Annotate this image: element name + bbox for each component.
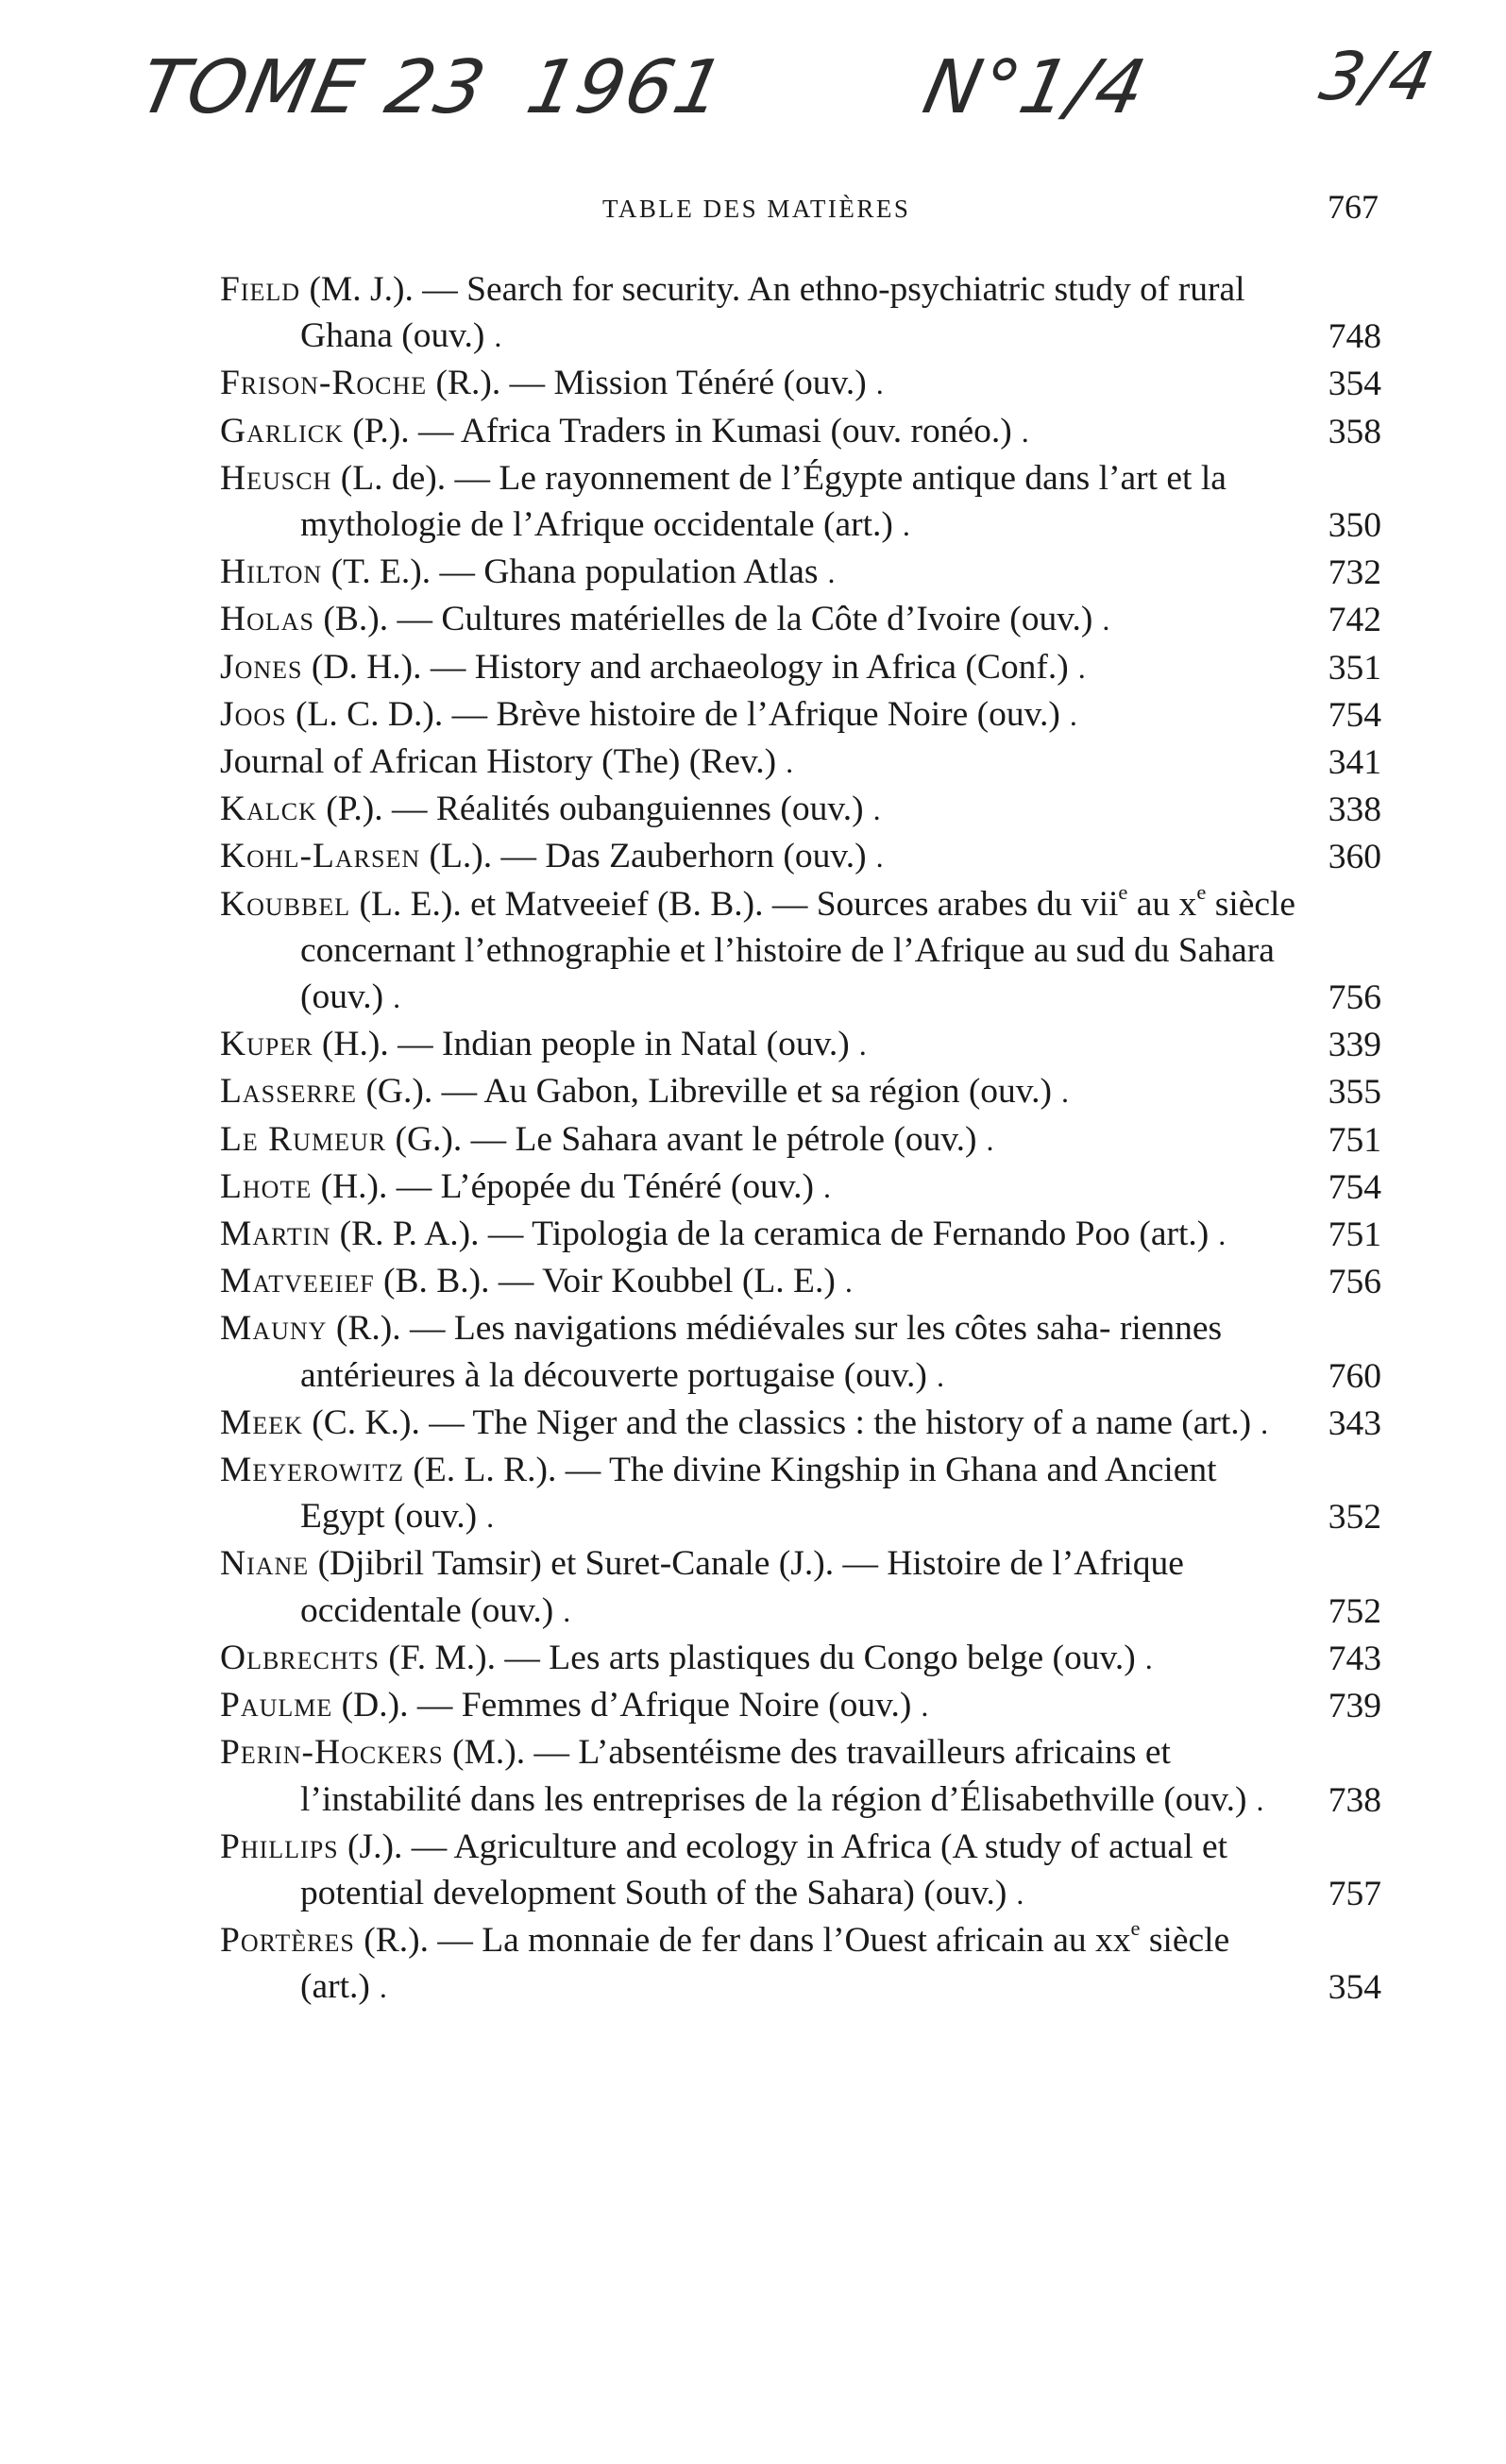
toc-entry [220, 1116, 1381, 1164]
toc-entry [220, 1635, 1381, 1682]
entry-title-text: africains et l’instabilité dans les entreprises de la région [300, 1733, 1171, 1819]
toc-entry [220, 833, 1381, 880]
entry-author: Lhote [220, 1166, 313, 1206]
entry-author: Martin [220, 1215, 331, 1254]
entry-page-number: 354 [1328, 1968, 1381, 2008]
entry-author: Portères [220, 1921, 355, 1961]
entry-page-number: 748 [1328, 317, 1381, 357]
entry-page-number: 751 [1328, 1215, 1381, 1255]
dot-leader: . [1251, 1405, 1271, 1440]
toc-entry [220, 1164, 1381, 1211]
toc-entry [220, 1021, 1381, 1068]
entry-author: Mauny [220, 1309, 328, 1349]
entry-title-text: a name (art.) [1071, 1402, 1252, 1442]
entry-title-text: (D.). — Femmes d’Afrique Noire (ouv.) [332, 1686, 912, 1725]
entry-page-number: 738 [1328, 1780, 1381, 1820]
dot-leader: . [1011, 414, 1031, 449]
page-title: TABLE DES MATIÈRES [602, 195, 911, 223]
entry-page-number: 355 [1328, 1073, 1381, 1113]
entry-title-text: (R.). — La monnaie de fer dans l’Ouest africain [354, 1921, 1044, 1961]
toc-entry [220, 596, 1381, 643]
entry-author: Holas [220, 600, 314, 639]
entry-title-text: siècle (art.) [300, 1921, 1230, 2007]
entry-last-line [386, 1120, 995, 1159]
entry-author: Paulme [220, 1686, 333, 1725]
entry-title-text: (G.). — Le Sahara avant le pétrole (ouv.) [386, 1119, 977, 1159]
toc-entry [220, 786, 1381, 833]
entry-title-text: (R. P. A.). — Tipologia de la ceramica de Fernando [330, 1215, 1067, 1254]
dot-leader: . [835, 1265, 855, 1300]
dot-leader: . [776, 745, 796, 780]
entry-page-number: 358 [1328, 412, 1381, 451]
entry-author: Phillips [220, 1827, 339, 1866]
dot-leader: . [814, 1169, 833, 1204]
entry-page-number: 339 [1328, 1026, 1381, 1065]
entry-title-text: (E. L. R.). — The divine Kingship in Ghana [403, 1451, 1039, 1490]
superscript: e [1196, 879, 1207, 904]
entry-last-line [220, 742, 795, 781]
entry-author: Kalck [220, 790, 317, 829]
entry-page-number: 351 [1328, 648, 1381, 688]
entry-title-text: (B. B.). — Voir Koubbel (L. E.) [374, 1262, 836, 1301]
handwritten-volume-note: TOME 23 [132, 45, 495, 130]
entry-title-text: siècle concernant l’ethnographie et l’histoire [300, 884, 1296, 970]
entry-title-text: (P.). — Africa Traders in Kumasi (ouv. ronéo.) [343, 411, 1012, 450]
entry-title-text: (B.). — Cultures matérielles de la Côte d’Ivoire (ouv.) [313, 600, 1093, 639]
entry-title-text: (J.). — Agriculture and ecology in Africa (A study [338, 1827, 1062, 1866]
entry-author: Kuper [220, 1025, 313, 1064]
entry-page-number: 760 [1328, 1356, 1381, 1396]
entry-author: Garlick [220, 411, 344, 450]
entry-page-number: 743 [1328, 1639, 1381, 1678]
handwritten-part-note: 3/4 [1313, 38, 1443, 115]
entry-last-line [313, 1025, 869, 1063]
entry-last-line [322, 552, 837, 591]
entry-author: Hilton [220, 552, 323, 592]
entry-title-text: (R.). — Les navigations médiévales sur les côtes saha- [327, 1309, 1111, 1349]
entry-page-number: 751 [1328, 1120, 1381, 1160]
dot-leader: . [866, 840, 886, 875]
toc-entry [220, 1682, 1381, 1729]
entry-author: Meek [220, 1402, 303, 1442]
entry-author: Joos [220, 694, 287, 734]
toc-entry [220, 455, 1381, 549]
entry-author: Jones [220, 647, 303, 687]
entry-page-number: 752 [1328, 1591, 1381, 1631]
entry-title-text: (T. E.). — Ghana population Atlas [322, 552, 819, 592]
entry-page-number: 360 [1328, 838, 1381, 877]
entry-page-number: 757 [1328, 1874, 1381, 1913]
entry-last-line [1053, 1639, 1155, 1677]
dot-leader: . [553, 1593, 573, 1628]
dot-leader: . [1092, 603, 1112, 637]
entry-title-text: (D. H.). — History and archaeology in Africa (Conf.) [302, 647, 1069, 687]
dot-leader: . [976, 1122, 996, 1157]
entry-author: Perin-Hockers [220, 1733, 444, 1773]
toc-entry [220, 266, 1381, 360]
dot-leader: . [926, 1358, 946, 1393]
toc-entry [220, 1258, 1381, 1305]
entry-last-line [375, 1262, 855, 1300]
entry-last-line [344, 412, 1031, 450]
entry-last-line [923, 1874, 1025, 1912]
entry-page-number: 732 [1328, 553, 1381, 593]
entry-last-line [312, 1167, 833, 1206]
entry-author: Niane [220, 1544, 310, 1584]
entry-title-text: of actual et potential development South of the Sahara) [300, 1827, 1228, 1912]
entry-author: Lasserre [220, 1072, 358, 1112]
superscript: e [1130, 1916, 1141, 1941]
entry-page-number: 341 [1328, 743, 1381, 783]
entry-title-text: au xx [1053, 1921, 1131, 1961]
toc-entry [220, 549, 1381, 596]
entry-title-text: (C. K.). — The Niger and the classics : the history of [302, 1402, 1063, 1442]
entry-author: Heusch [220, 458, 332, 498]
entry-title-text: (P.). — Réalités oubanguiennes (ouv.) [316, 790, 864, 829]
entry-last-line [427, 364, 886, 402]
dot-leader: . [866, 366, 886, 401]
dot-leader: . [892, 508, 912, 543]
entry-author: Koubbel [220, 884, 351, 924]
toc-entry [220, 360, 1381, 407]
entry-last-line [303, 648, 1088, 687]
dot-leader: . [849, 1028, 869, 1062]
entry-title-text: (H.). — Indian people in Natal (ouv.) [313, 1025, 850, 1064]
dot-leader: . [1068, 650, 1088, 685]
entry-title-text: d’Élisabethville (ouv.) [930, 1779, 1247, 1819]
toc-entry [220, 1068, 1381, 1115]
toc-entry [220, 881, 1381, 1022]
entry-page-number: 756 [1328, 1263, 1381, 1302]
dot-leader: . [477, 1500, 497, 1535]
dot-leader: . [863, 792, 883, 827]
entry-last-line [287, 695, 1079, 734]
dot-leader: . [369, 1970, 389, 2005]
entry-page-number: 739 [1328, 1687, 1381, 1726]
entry-title-text: (M. J.). — Search for security. An ethno-psychiatric [300, 270, 1046, 309]
entry-author: Matveeief [220, 1262, 375, 1301]
toc-entry [220, 691, 1381, 739]
entry-author: Frison-Roche [220, 364, 428, 403]
entry-last-line [1072, 1403, 1271, 1442]
entry-page-number: 338 [1328, 790, 1381, 830]
entry-title-text: (G.). — Au Gabon, Libreville et sa région (ouv.) [357, 1072, 1052, 1112]
toc-entry [220, 1447, 1381, 1540]
entry-page-number: 756 [1328, 978, 1381, 1018]
entry-last-line [332, 1686, 930, 1725]
entry-title-text: study of rural Ghana (ouv.) [300, 270, 1245, 356]
entry-title-text: vii [1080, 884, 1119, 924]
entry-page-number: 343 [1328, 1403, 1381, 1443]
dot-leader: . [818, 555, 838, 590]
entry-title-text: (F. M.). — Les arts plastiques du Congo belge [380, 1638, 1044, 1677]
entry-title-text: riennes antérieures à la découverte portugaise (ouv.) [300, 1309, 1223, 1395]
toc-entry [220, 1540, 1381, 1634]
entry-title-text: and Ancient Egypt (ouv.) [300, 1451, 1217, 1537]
dot-leader: . [1209, 1217, 1228, 1252]
dot-leader: . [484, 319, 504, 354]
toc-entry [220, 1211, 1381, 1258]
entry-last-line [357, 1072, 1071, 1111]
entry-title-text: (L. C. D.). — Brève histoire de l’Afrique Noire (ouv.) [286, 694, 1060, 734]
dot-leader: . [1051, 1075, 1071, 1110]
entry-page-number: 754 [1328, 1167, 1381, 1207]
entry-title-text: (H.). — L’épopée du Ténéré (ouv.) [312, 1166, 814, 1206]
entry-last-line [314, 600, 1111, 638]
handwritten-issue-note: N°1/4 [916, 45, 1155, 130]
page-number: 767 [1328, 188, 1379, 226]
entry-author: Field [220, 270, 301, 309]
entry-title-text: l’art et la mythologie de l’Afrique occidentale (art.) [300, 458, 1227, 545]
entry-author: Olbrechts [220, 1638, 380, 1677]
dot-leader: . [911, 1689, 931, 1724]
toc-entry [220, 739, 1381, 786]
toc-entry [220, 1305, 1381, 1399]
entry-title-text: l’Afrique occidentale (ouv.) [300, 1544, 1184, 1630]
entry-title-text: Journal of African History (The) (Rev.) [220, 742, 777, 782]
entry-last-line [317, 790, 883, 828]
entry-page-number: 754 [1328, 695, 1381, 735]
entry-page-number: 350 [1328, 506, 1381, 546]
entry-page-number: 352 [1328, 1498, 1381, 1538]
toc-entry [220, 408, 1381, 455]
entry-title-text: (Djibril Tamsir) et Suret-Canale (J.). — Histoire de [309, 1544, 1043, 1584]
entry-title-text: (R.). — Mission Ténéré (ouv.) [427, 364, 867, 403]
entry-title-text: (ouv.) [1052, 1638, 1136, 1677]
entry-title-text: au x [1127, 884, 1197, 924]
dot-leader: . [383, 980, 403, 1015]
entry-author: Kohl-Larsen [220, 837, 421, 876]
entry-title-text: (L. E.). et Matveeief (B. B.). — Sources arabes du [350, 884, 1073, 924]
superscript: e [1118, 879, 1128, 904]
toc-entry [220, 644, 1381, 691]
dot-leader: . [1059, 697, 1079, 732]
dot-leader: . [1246, 1782, 1266, 1817]
entry-title-text: Poo (art.) [1075, 1215, 1210, 1254]
entry-title-text: (ouv.) [923, 1873, 1007, 1912]
entry-title-text: (L.). — Das Zauberhorn (ouv.) [420, 837, 867, 876]
toc-entry [220, 1400, 1381, 1447]
entry-title-text: (L. de). — Le rayonnement de l’Égypte antique dans [331, 458, 1091, 498]
entry-page-number: 354 [1328, 365, 1381, 404]
dot-leader: . [1007, 1876, 1026, 1911]
entry-author: Le Rumeur [220, 1119, 387, 1159]
toc-entry [220, 1824, 1381, 1917]
entry-title-text: de l’Afrique au sud du Sahara (ouv.) [300, 930, 1275, 1017]
running-header [217, 187, 1379, 234]
table-of-contents [220, 266, 1381, 2012]
toc-entry [220, 1729, 1381, 1823]
entry-last-line [1075, 1215, 1228, 1253]
handwritten-year-note: 1961 [519, 45, 734, 130]
entry-last-line [420, 837, 885, 875]
entry-author: Meyerowitz [220, 1451, 404, 1490]
toc-entry [220, 1917, 1381, 2011]
entry-last-line [931, 1780, 1266, 1819]
dot-leader: . [1135, 1640, 1155, 1675]
entry-title-text: (M.). — L’absentéisme des travailleurs [443, 1733, 1007, 1773]
entry-page-number: 742 [1328, 601, 1381, 640]
